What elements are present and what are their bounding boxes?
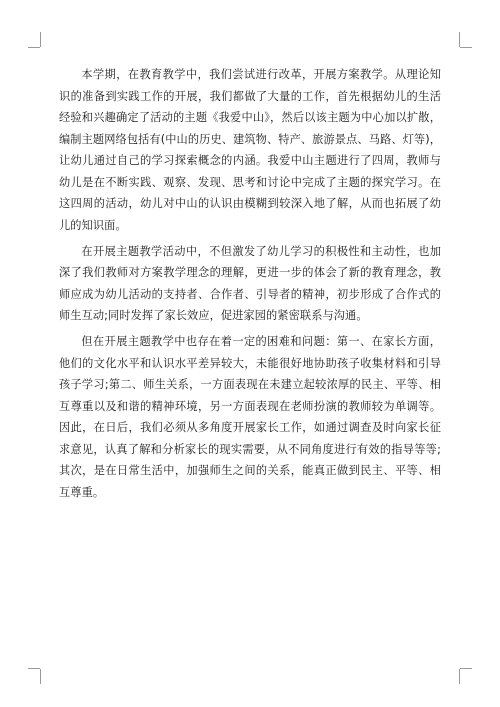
paragraph-3: 但在开展主题教学中也存在着一定的困难和问题：第一、在家长方面，他们的文化水平和认识水平差异较大，未能很好地协助孩子收集材料和引导孩子学习;第二、师生关系，一方面表现在未建立起较浓厚的民主、平等、相互尊重以及和谐的精神环境，另一方面表现在老师扮演的教师较为单调等。因此，在日后，我们必须从多角度开展家长工作，如通过调查及时向家长征求意见，认真了解和分析家长的现实需要，从不同角度进行有效的指导等等;其次，是在日常生活中，加强师生之间的关系，能真正做到民主、平等、相互尊重。 — [59, 335, 441, 499]
document-body — [59, 64, 441, 508]
paragraph-1: 本学期，在教育教学中，我们尝试进行改革，开展方案教学。从理论知识的准备到实践工作的开展，我们都做了大量的工作，首先根据幼儿的生活经验和兴趣确定了活动的主题《我爱中山》，然后以该主题为中心加以扩散，编制主题网络包括有(中山的历史、建筑物、特产、旅游景点、马路、灯等)，让幼儿通过自己的学习探索概念的内涵。我爱中山主题进行了四周，教师与幼儿是在不断实践、观察、发现、思考和讨论中完成了主题的探究学习。在这四周的活动，幼儿对中山的认识由模糊到较深入地了解，从而也拓展了幼儿的知识面。 — [59, 68, 441, 232]
paragraph-2: 在开展主题教学活动中，不但激发了幼儿学习的积极性和主动性，也加深了我们教师对方案教学理念的理解，更进一步的体会了新的教育理念，教师应成为幼儿活动的支持者、合作者、引导者的精神，初步形成了合作式的师生互动;同时发挥了家长效应，促进家园的紧密联系与沟通。 — [59, 244, 441, 322]
